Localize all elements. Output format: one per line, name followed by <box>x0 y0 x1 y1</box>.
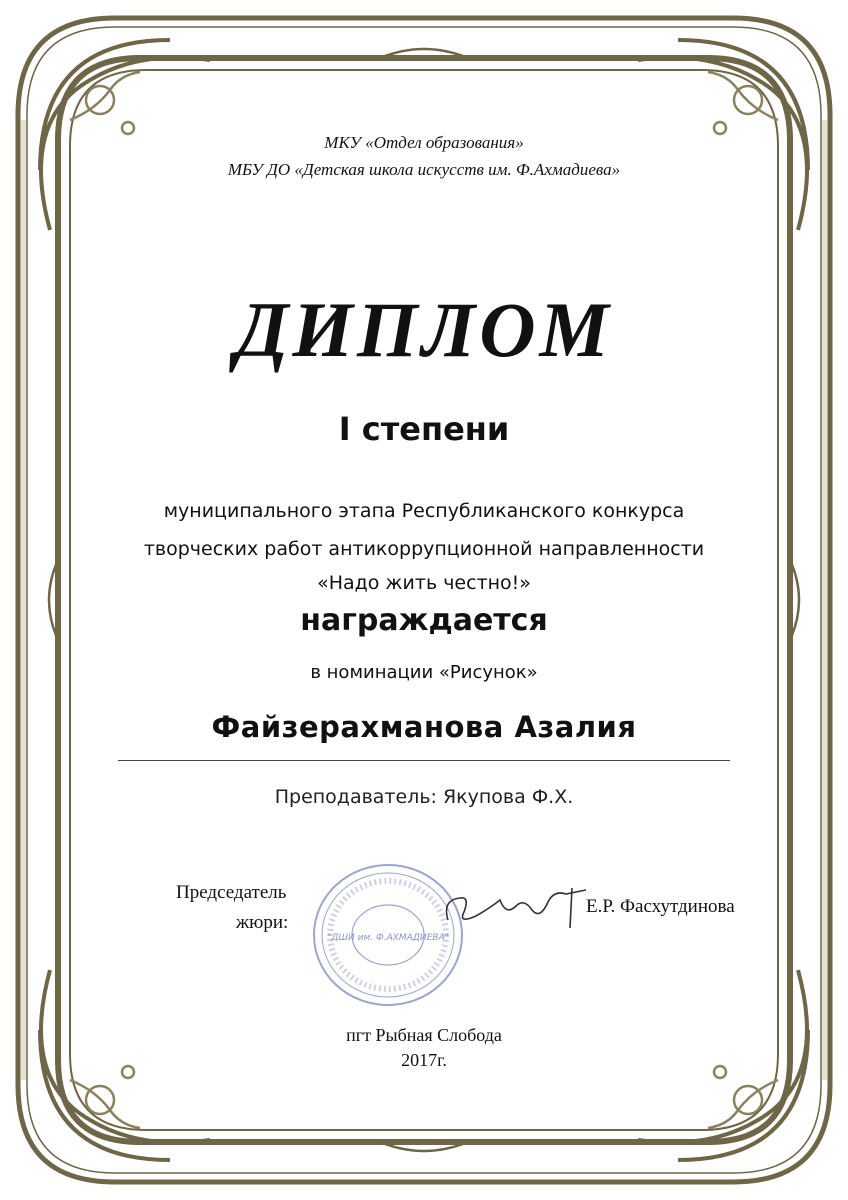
organization-line-2: МБУ ДО «Детская школа искусств им. Ф.Ахмадиева» <box>227 160 621 179</box>
recipient-name: Файзерахманова Азалия <box>211 710 637 744</box>
description-line-3: «Надо жить честно!» <box>317 572 531 594</box>
diploma-degree: I степени <box>338 410 510 448</box>
year: 2017г. <box>401 1050 447 1070</box>
jury-chair-name: Е.Р. Фасхутдинова <box>586 896 735 917</box>
jury-chair-label-2: жюри: <box>236 912 289 933</box>
place-name: пгт Рыбная Слобода <box>346 1025 502 1045</box>
description-line-2: творческих работ антикоррупционной направленности <box>143 538 705 560</box>
stamp-text: "ДШИ им. Ф.АХМАДИЕВА" <box>327 933 449 943</box>
organization-line-1: МКУ «Отдел образования» <box>324 133 524 152</box>
diploma-title: ДИПЛОМ <box>235 286 613 373</box>
awarded-label: награждается <box>300 603 548 638</box>
teacher-line: Преподаватель: Якупова Ф.Х. <box>274 786 574 808</box>
signature-scribble <box>440 880 590 935</box>
jury-chair-label-1: Председатель <box>176 882 287 903</box>
name-underline <box>118 760 730 761</box>
nomination-text: в номинации «Рисунок» <box>310 662 538 683</box>
description-line-1: муниципального этапа Республиканского конкурса <box>163 500 685 522</box>
